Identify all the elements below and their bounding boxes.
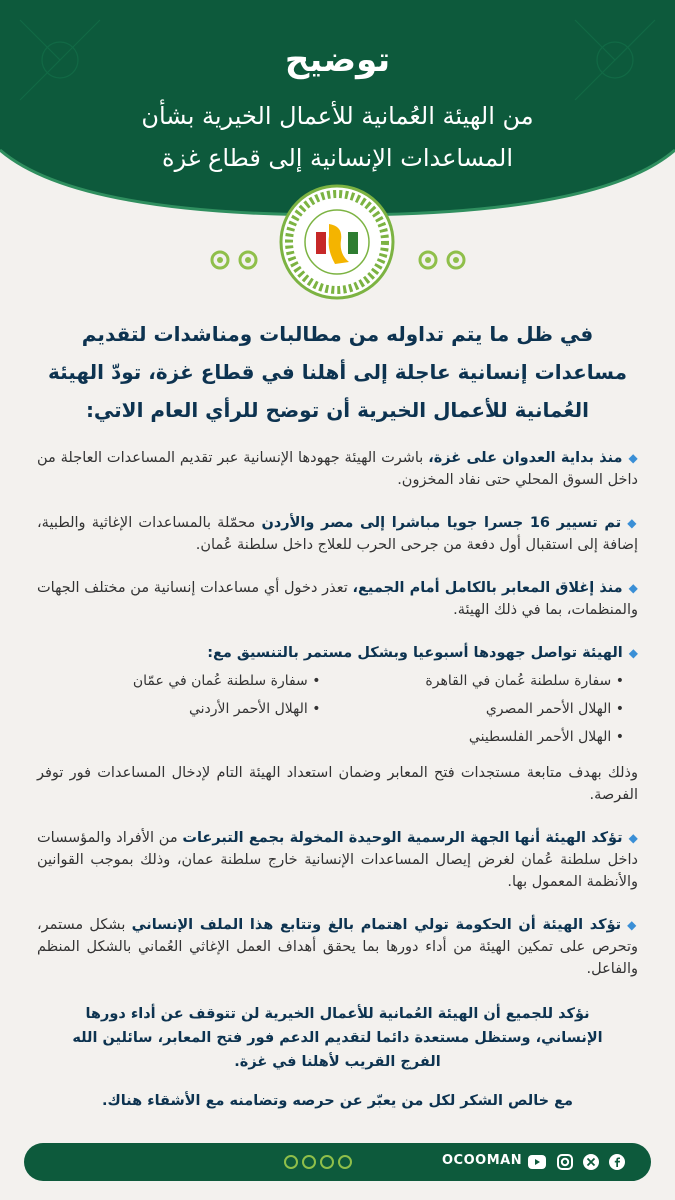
list-item: • سفارة سلطنة عُمان في عمّان bbox=[132, 673, 321, 689]
point-bold: الهيئة تواصل جهودها أسبوعيا وبشكل مستمر بالتنسيق مع: bbox=[207, 645, 623, 661]
ornament-right bbox=[414, 245, 470, 275]
point-bold: تؤكد الهيئة أنها الجهة الرسمية الوحيدة المخولة بجمع التبرعات bbox=[182, 830, 623, 846]
youtube-icon[interactable] bbox=[527, 1152, 547, 1172]
closing-line: الفرج القريب لأهلنا في غزة. bbox=[234, 1054, 441, 1070]
statement-body bbox=[37, 447, 638, 1001]
point-text: باشرت الهيئة جهودها الإنسانية عبر تقديم المساعدات العاجلة من داخل السوق المحلي حتى نفاد المخزون. bbox=[37, 450, 638, 488]
point-text: بشكل مستمر، وتحرص على تمكين الهيئة من أداء دورها بما يحقق أهداف العمل الإغاثي العُماني بالشكل المنظم والفاعل. bbox=[37, 917, 638, 977]
point-bold: تم تسيير 16 جسرا جويا مباشرا إلى مصر والأردن bbox=[261, 515, 622, 531]
list-item: • الهلال الأحمر الأردني bbox=[188, 701, 321, 717]
intro-line: في ظل ما يتم تداوله من مطالبات ومناشدات لتقديم bbox=[81, 322, 594, 346]
bullet-icon: ◆ bbox=[628, 831, 639, 845]
point-bold: منذ إغلاق المعابر بالكامل أمام الجميع، bbox=[352, 580, 623, 596]
point-1 bbox=[37, 447, 638, 491]
bullet-icon: ◆ bbox=[628, 581, 639, 595]
footer-bar bbox=[24, 1143, 651, 1181]
social-handle[interactable]: OCOOMAN bbox=[442, 1153, 523, 1168]
ornament-left bbox=[206, 245, 262, 275]
bullet-icon: ◆ bbox=[628, 646, 638, 660]
intro-line: العُمانية للأعمال الخيرية أن توضح للرأي العام الاتي: bbox=[85, 398, 590, 422]
subtitle-line: من الهيئة العُمانية للأعمال الخيرية بشأن bbox=[141, 102, 534, 130]
page-title: توضيح bbox=[284, 40, 391, 80]
list-item: • سفارة سلطنة عُمان في القاهرة bbox=[425, 673, 624, 689]
subtitle-line: المساعدات الإنسانية إلى قطاع غزة bbox=[162, 144, 513, 172]
point-3 bbox=[37, 577, 638, 621]
x-icon[interactable] bbox=[581, 1152, 601, 1172]
coordination-list bbox=[37, 670, 638, 748]
bullet-icon: ◆ bbox=[628, 451, 638, 465]
point-4 bbox=[37, 642, 638, 664]
point-6 bbox=[37, 914, 638, 980]
point-5 bbox=[37, 827, 638, 893]
point-2 bbox=[37, 512, 638, 556]
point-text: من الأفراد والمؤسسات داخل سلطنة عُمان لغرض إيصال المساعدات الإنسانية خارج سلطنة عمان، وذلك بموجب القوانين والأنظمة المعمول بها. bbox=[37, 830, 638, 890]
facebook-icon[interactable] bbox=[607, 1152, 627, 1172]
point-text: محمّلة بالمساعدات الإغاثية والطبية، إضافة إلى استقبال أول دفعة من جرحى الحرب للعلاج داخل سلطنة عُمان. bbox=[37, 515, 638, 553]
thanks-line: مع خالص الشكر لكل من يعبّر عن حرصه وتضامنه مع الأشقاء هناك. bbox=[101, 1093, 574, 1109]
bullet-icon: ◆ bbox=[627, 516, 639, 530]
closing-line: الإنساني، وستظل مستعدة دائما لتقديم الدعم فور فتح المعابر، سائلين الله bbox=[72, 1030, 603, 1046]
closing-statement bbox=[40, 1002, 635, 1074]
point-bold: تؤكد الهيئة أن الحكومة تولي اهتمام بالغ وتتابع هذا الملف الإنساني bbox=[131, 917, 622, 933]
point-bold: منذ بداية العدوان على غزة، bbox=[428, 450, 623, 466]
organization-logo bbox=[279, 184, 395, 300]
instagram-icon[interactable] bbox=[555, 1152, 575, 1172]
point-4-follow: وذلك بهدف متابعة مستجدات فتح المعابر وضمان استعداد الهيئة التام لإدخال المساعدات فور توفر الفرصة. bbox=[37, 765, 638, 803]
point-text: تعذر دخول أي مساعدات إنسانية من مختلف الجهات والمنظمات، بما في ذلك الهيئة. bbox=[37, 580, 638, 618]
footer-ornament bbox=[282, 1151, 354, 1173]
intro-statement bbox=[40, 315, 635, 429]
list-item: • الهلال الأحمر المصري bbox=[485, 701, 624, 717]
bullet-icon: ◆ bbox=[627, 918, 638, 932]
page-subtitle bbox=[40, 95, 635, 179]
closing-line: نؤكد للجميع أن الهيئة العُمانية للأعمال الخيرية لن تتوقف عن أداء دورها bbox=[85, 1006, 590, 1022]
list-item: • الهلال الأحمر الفلسطيني bbox=[468, 729, 624, 745]
intro-line: مساعدات إنسانية عاجلة إلى أهلنا في قطاع غزة، تودّ الهيئة bbox=[47, 360, 628, 384]
